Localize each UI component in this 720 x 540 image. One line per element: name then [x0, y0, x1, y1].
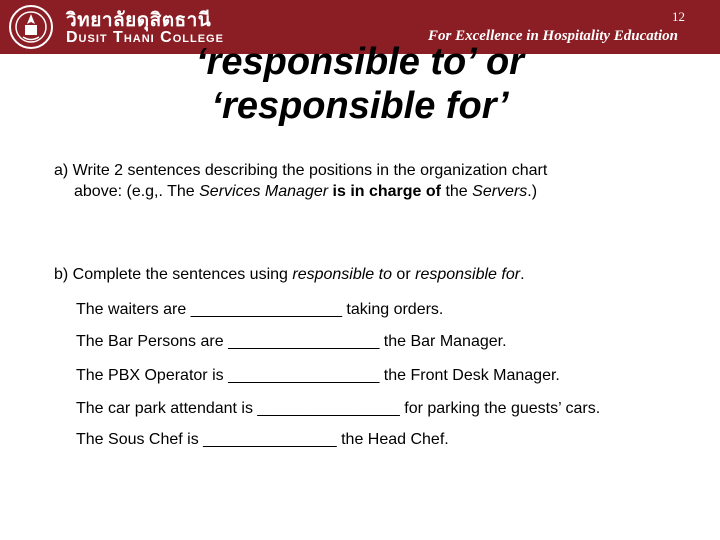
- example-text: the: [441, 183, 473, 200]
- slide-body: [54, 160, 694, 448]
- exercise-a-line-2: [54, 181, 694, 202]
- example-italic-term: Services Manager: [199, 183, 329, 200]
- example-text: .): [527, 183, 538, 200]
- instruction-text: or: [391, 266, 416, 283]
- title-line-1: ‘responsible to’ or: [196, 41, 524, 83]
- exercise-b-instruction: [54, 264, 525, 285]
- instruction-italic-term: responsible to: [292, 266, 392, 283]
- example-bold-term: is in charge of: [328, 183, 441, 200]
- exercise-a-instruction: [54, 160, 694, 202]
- title-line-2: ‘responsible for’: [211, 85, 509, 127]
- college-name-english: Dusit Thani College: [66, 29, 224, 46]
- college-tagline: For Excellence in Hospitality Education: [427, 28, 678, 44]
- instruction-italic-term: responsible for: [415, 266, 521, 283]
- example-italic-term: Servers: [472, 183, 528, 200]
- instruction-text: .: [520, 266, 525, 283]
- exercise-sentence: The PBX Operator is _________________ the Front Desk Manager.: [76, 367, 560, 384]
- instruction-text: b) Complete the sentences using: [54, 266, 293, 283]
- slide-title: [0, 40, 720, 128]
- exercise-sentence: The waiters are _________________ taking orders.: [76, 301, 444, 318]
- college-name-thai: วิทยาลัยดุสิตธานี: [66, 10, 212, 31]
- exercise-sentence: The Sous Chef is _______________ the Head Chef.: [76, 431, 449, 448]
- example-text: above: (e.g,. The: [74, 183, 200, 200]
- exercise-sentence: The car park attendant is ________________ for parking the guests’ cars.: [76, 400, 601, 417]
- page-number: 12: [672, 9, 685, 24]
- exercise-sentence: The Bar Persons are _________________ the Bar Manager.: [76, 333, 507, 350]
- exercise-a-line-1: a) Write 2 sentences describing the positions in the organization chart: [54, 162, 548, 179]
